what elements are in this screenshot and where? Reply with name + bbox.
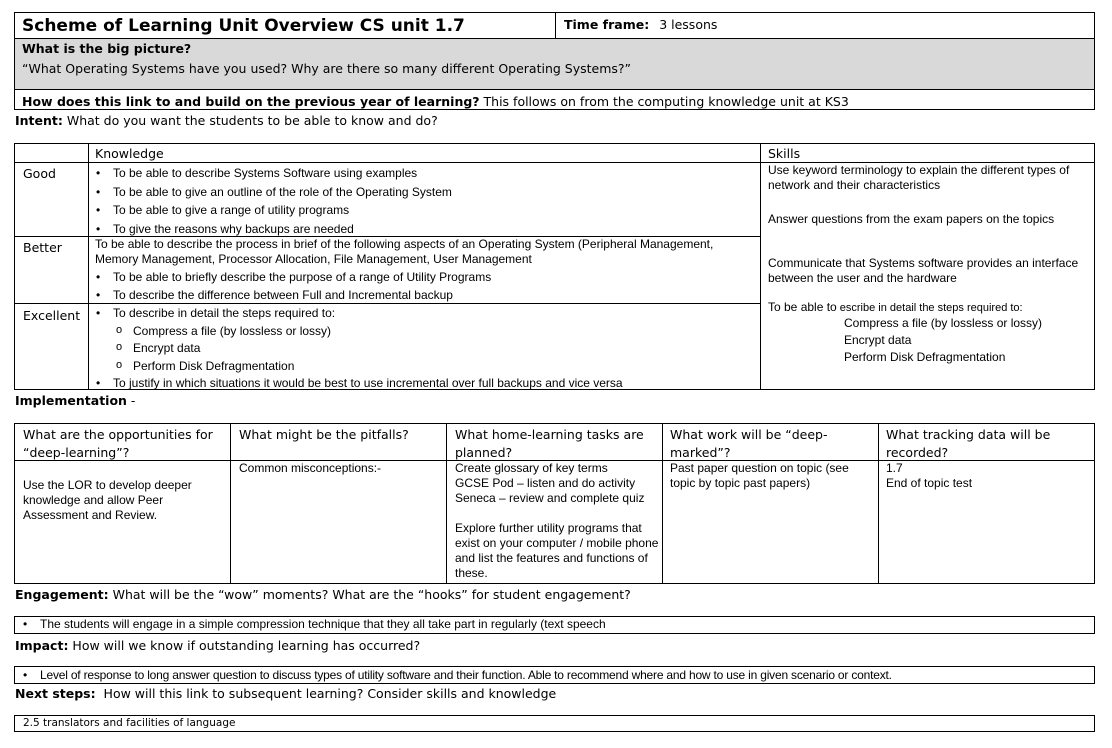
- big-picture-text: “What Operating Systems have you used? Why are there so many different Operating Systems?”: [22, 61, 632, 76]
- list-item: Perform Disk Defragmentation: [844, 350, 1006, 364]
- impl-tracking: [886, 461, 1086, 491]
- engagement-row: [15, 587, 631, 602]
- link-text: This follows on from the computing knowledge unit at KS3: [479, 94, 849, 109]
- big-picture-label: What is the big picture?: [22, 41, 192, 56]
- list-item: • To describe the difference between Full and Incremental backup: [93, 286, 753, 304]
- list-item: • To give the reasons why backups are needed: [93, 220, 753, 239]
- list-item: • The students will engage in a simple compression technique that they all take part in regularly (text speech: [20, 617, 1090, 632]
- home-task: Seneca – review and complete quiz: [455, 491, 645, 505]
- intent-text: What do you want the students to be able to know and do?: [62, 113, 438, 128]
- intent-label: Intent:: [15, 113, 63, 128]
- engagement-text: What will be the “wow” moments? What are the “hooks” for student engagement?: [108, 587, 631, 602]
- impl-header-deep-marked: What work will be “deep-marked”?: [670, 427, 828, 460]
- list-item: Compress a file (by lossless or lossy): [844, 316, 1043, 330]
- good-knowledge-list: [93, 164, 753, 238]
- list-item: • Level of response to long answer question to discuss types of utility software and their function. Able to recommend where and how to use in given scenario or context.: [20, 668, 1090, 683]
- skill-3: Communicate that Systems software provides an interface between the user and the hardware: [768, 256, 1079, 285]
- list-item: • To describe in detail the steps required to:: [93, 305, 758, 323]
- intent-row: [15, 113, 438, 128]
- table-divider: [230, 423, 231, 584]
- better-text: To be able to describe the process in brief of the following aspects of an Operating System (Peripheral Management, Memory Management, Processor Allocation, File Management, User Management: [95, 237, 714, 266]
- engagement-label: Engagement:: [15, 587, 109, 602]
- table-divider: [878, 423, 879, 584]
- impl-header-tracking: What tracking data will be recorded?: [886, 427, 1051, 460]
- skills-header: Skills: [768, 146, 801, 161]
- list-item: • To be able to give a range of utility programs: [93, 201, 753, 220]
- next-steps-value: 2.5 translators and facilities of language: [23, 717, 236, 729]
- home-task: Explore further utility programs that exist on your computer / mobile phone and list the features and functions of these.: [455, 521, 659, 580]
- impl-deep-marked: Past paper question on topic (see topic by topic past papers): [670, 461, 849, 490]
- impact-list: [20, 668, 1090, 683]
- link-row: [22, 94, 849, 109]
- list-item: o • Encrypt data: [93, 340, 758, 358]
- tracking-unit: 1.7: [886, 461, 903, 475]
- tracking-test: End of topic test: [886, 476, 973, 490]
- impl-deep-learning: Use the LOR to develop deeper knowledge and allow Peer Assessment and Review.: [23, 478, 192, 522]
- timeframe-value: 3 lessons: [659, 17, 718, 32]
- knowledge-header: Knowledge: [95, 146, 164, 161]
- next-steps-row: [15, 686, 556, 701]
- impl-header-home-learning: What home-learning tasks are planned?: [455, 427, 644, 460]
- table-divider: [760, 143, 761, 390]
- table-divider: [88, 143, 89, 390]
- link-label: How does this link to and build on the previous year of learning?: [22, 94, 480, 109]
- impl-header-pitfalls: What might be the pitfalls?: [239, 427, 409, 442]
- table-divider: [446, 423, 447, 584]
- table-divider: [662, 423, 663, 584]
- better-label: Better: [23, 240, 62, 255]
- list-item: o • Compress a file (by lossless or lossy): [93, 323, 758, 341]
- implementation-row: [15, 393, 135, 408]
- next-steps-label: Next steps:: [15, 686, 96, 701]
- next-steps-text: How will this link to subsequent learning? Consider skills and knowledge: [95, 686, 557, 701]
- better-knowledge-list: [93, 268, 753, 304]
- implementation-suffix: -: [126, 393, 136, 408]
- engagement-list: [20, 617, 1090, 632]
- excellent-knowledge: [93, 305, 758, 389]
- list-item: Encrypt data: [844, 333, 912, 347]
- list-item: • To be able to describe Systems Software using examples: [93, 164, 753, 183]
- list-item: • To be able to give an outline of the role of the Operating System: [93, 183, 753, 202]
- skill-4-list: [844, 315, 1042, 366]
- skill-2: Answer questions from the exam papers on the topics: [768, 212, 1055, 226]
- list-item: • To be able to briefly describe the purpose of a range of Utility Programs: [93, 268, 753, 286]
- home-task: Create glossary of key terms: [455, 461, 608, 475]
- implementation-label: Implementation: [15, 393, 127, 408]
- impl-home-learning: [455, 461, 660, 581]
- list-item: • To justify in which situations it would be best to use incremental over full backups and vice versa: [93, 375, 758, 389]
- home-task: GCSE Pod – listen and do activity: [455, 476, 636, 490]
- impl-pitfalls: Common misconceptions:-: [239, 461, 382, 475]
- page-title: Scheme of Learning Unit Overview CS unit 1.7: [22, 16, 465, 36]
- list-item: o • Perform Disk Defragmentation: [93, 358, 758, 376]
- impact-label: Impact:: [15, 638, 69, 653]
- impl-header-deep-learning: What are the opportunities for “deep-learning”?: [23, 427, 213, 460]
- impact-row: [15, 638, 420, 653]
- excellent-label: Excellent: [23, 308, 81, 323]
- good-label: Good: [23, 166, 56, 181]
- skill-4: [768, 300, 1090, 316]
- skill-4-lead: To be able to: [768, 300, 837, 314]
- timeframe: [564, 17, 717, 32]
- impact-text: How will we know if outstanding learning has occurred?: [68, 638, 421, 653]
- skill-1: Use keyword terminology to explain the different types of network and their characteristics: [768, 163, 1070, 192]
- skill-4-rest: escribe in detail the steps required to:: [836, 302, 1023, 314]
- timeframe-label: Time frame:: [564, 17, 650, 32]
